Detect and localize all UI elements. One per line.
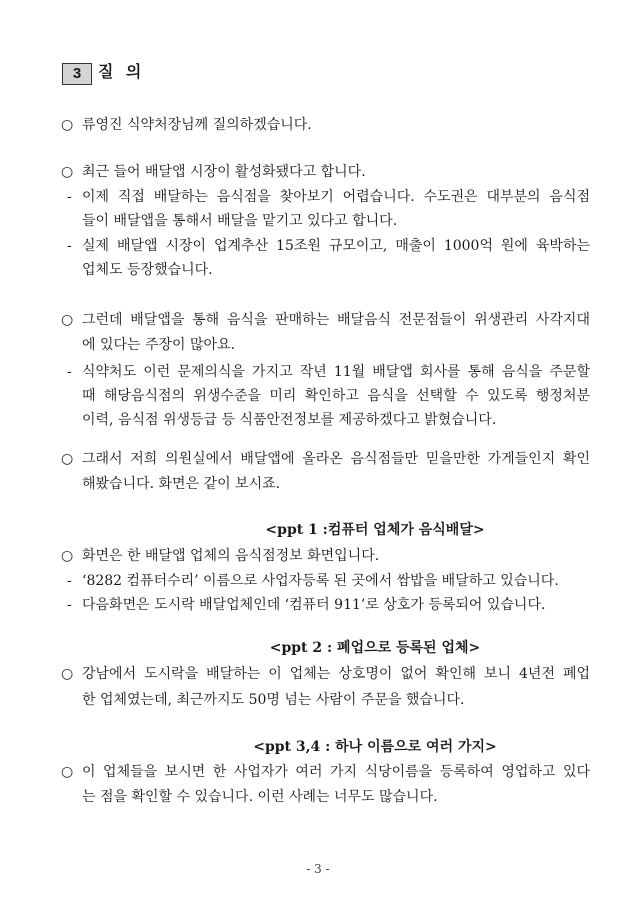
bullet-dash: -: [67, 573, 72, 589]
bullet-dash: -: [67, 364, 72, 380]
bullet-dash: -: [67, 597, 72, 613]
paragraph-line: 실제 배달앱 시장이 업계추산 15조원 규모이고, 매출이 1000억 원에 육박하는: [82, 238, 590, 254]
paragraph-line: 이 업체들을 보시면 한 사업자가 여러 가지 식당이름을 등록하여 영업하고 있다: [82, 764, 590, 780]
paragraph-line: 화면은 한 배달앱 업체의 음식점정보 화면입니다.: [82, 548, 380, 564]
bullet-circle: ○: [61, 666, 74, 682]
paragraph-line: 식약처도 이런 문제의식을 가지고 작년 11월 배달앱 회사를 통해 음식을 주문할: [82, 364, 590, 380]
bullet-circle: ○: [61, 117, 74, 133]
paragraph-line: 이제 직접 배달하는 음식점을 찾아보기 어렵습니다. 수도권은 대부분의 음식점: [82, 189, 590, 205]
bullet-dash: -: [67, 189, 72, 205]
paragraph-line: 그래서 저희 의원실에서 배달앱에 올라온 음식점들만 믿을만한 가게들인지 확인: [82, 451, 590, 467]
ppt-heading: <ppt 3,4 : 하나 이름으로 여러 가지>: [253, 739, 497, 755]
paragraph-line: 업체도 등장했습니다.: [82, 262, 213, 278]
paragraph-line: 최근 들어 배달앱 시장이 활성화됐다고 합니다.: [82, 164, 366, 180]
paragraph-line: 류영진 식약처장님께 질의하겠습니다.: [82, 117, 312, 133]
paragraph-line: 강남에서 도시락을 배달하는 이 업체는 상호명이 없어 확인해 보니 4년전 폐업: [82, 666, 590, 682]
section-title: 질 의: [98, 64, 146, 81]
paragraph-line: 한 업체였는데, 최근까지도 50명 넘는 사람이 주문을 했습니다.: [82, 692, 465, 708]
ppt-heading: <ppt 1 :컴퓨터 업체가 음식배달>: [265, 522, 485, 538]
paragraph-line: 다음화면은 도시락 배달업체인데 ‘컴퓨터 911’로 상호가 등록되어 있습니다.: [82, 597, 546, 613]
paragraph-line: 이력, 음식점 위생등급 등 식품안전정보를 제공하겠다고 밝혔습니다.: [82, 412, 497, 428]
section-number-box: 3: [62, 63, 92, 85]
bullet-circle: ○: [61, 451, 74, 467]
paragraph-line: 그런데 배달앱을 통해 음식을 판매하는 배달음식 전문점들이 위생관리 사각지대: [82, 312, 590, 328]
bullet-circle: ○: [61, 764, 74, 780]
bullet-dash: -: [67, 238, 72, 254]
ppt-heading: <ppt 2 : 폐업으로 등록된 업체>: [269, 640, 481, 656]
bullet-circle: ○: [61, 164, 74, 180]
paragraph-line: 때 해당음식점의 위생수준을 미리 확인하고 음식을 선택할 수 있도록 행정처분: [82, 388, 590, 404]
paragraph-line: 들이 배달앱을 통해서 배달을 맡기고 있다고 합니다.: [82, 213, 398, 229]
paragraph-line: ‘8282 컴퓨터수리’ 이름으로 사업자등록 된 곳에서 쌈밥을 배달하고 있습니다.: [82, 573, 559, 589]
page-number: - 3 -: [306, 862, 330, 876]
paragraph-line: 에 있다는 주장이 많아요.: [82, 337, 236, 353]
bullet-circle: ○: [61, 312, 74, 328]
bullet-circle: ○: [61, 548, 74, 564]
paragraph-line: 는 점을 확인할 수 있습니다. 이런 사례는 너무도 많습니다.: [82, 789, 438, 805]
paragraph-line: 해봤습니다. 화면은 같이 보시죠.: [82, 476, 281, 492]
